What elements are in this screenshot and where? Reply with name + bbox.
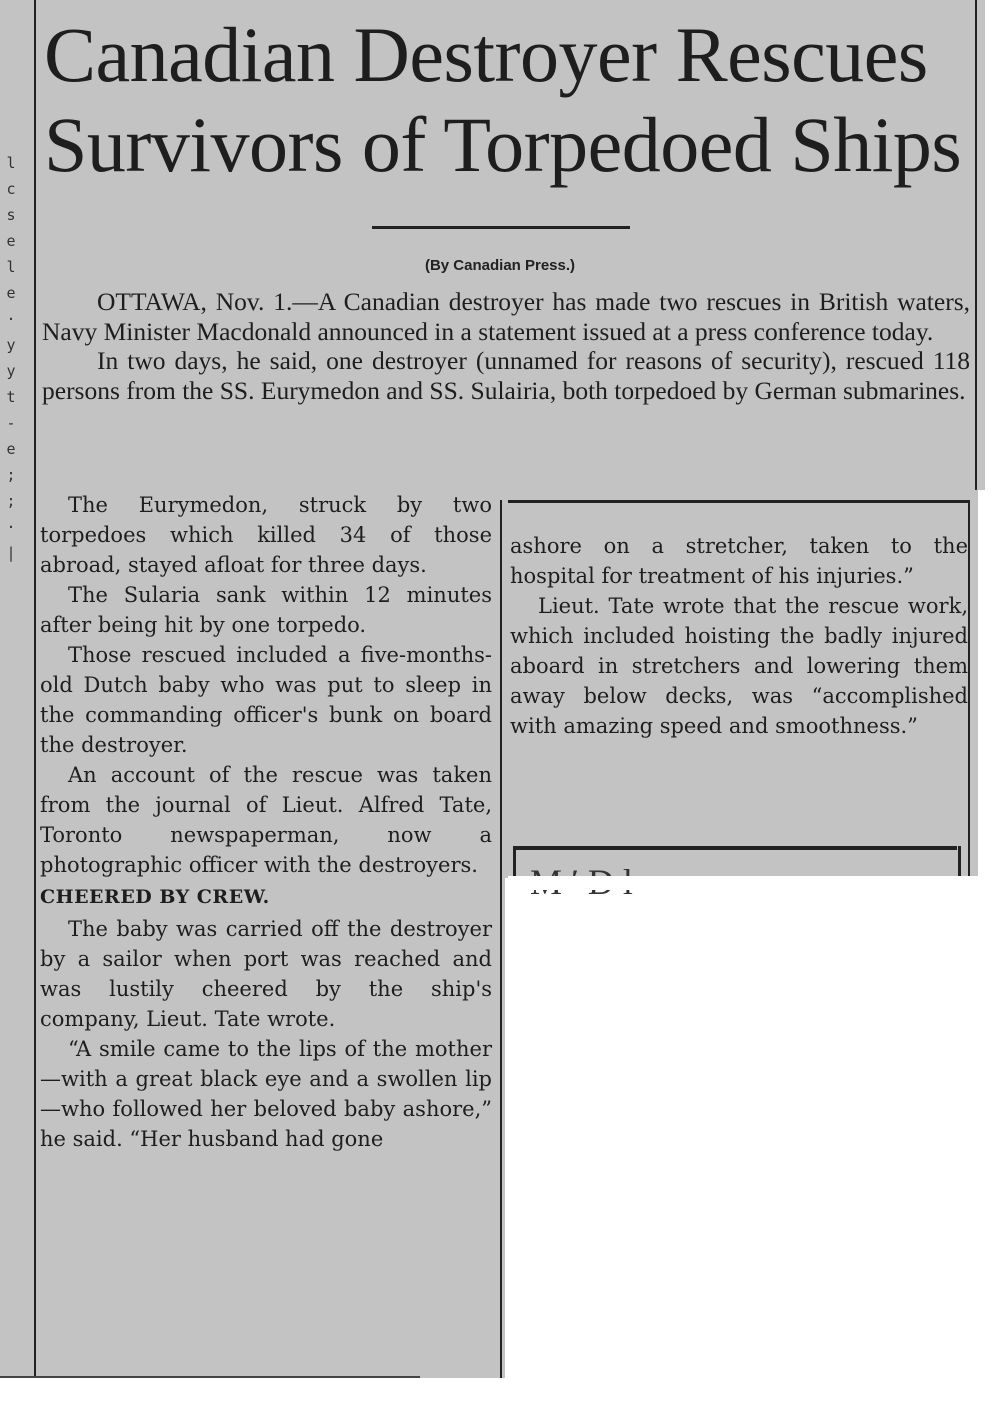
fragment-char: - <box>6 414 16 432</box>
column-divider-rule <box>500 500 502 1378</box>
headline-line-2: Survivors of Torpedoed Ships <box>44 101 962 188</box>
byline: (By Canadian Press.) <box>424 257 576 274</box>
continued-paragraph: ashore on a stretcher, taken to the hospital for treatment of his injuries.” <box>510 534 968 588</box>
right-column-edge-rule <box>968 500 970 878</box>
fragment-char: s <box>6 206 16 224</box>
lead-paragraph: OTTAWA, Nov. 1.—A Canadian destroyer has made two rescues in British waters, Navy Minister Macdonald announced in a statement issued at a press conference today. <box>42 287 970 346</box>
fragment-char: ; <box>6 492 16 510</box>
headline-divider-rule <box>372 226 630 229</box>
fragment-char: c <box>6 180 16 198</box>
fragment-char: e <box>6 284 16 302</box>
adjacent-column-fragments <box>2 150 20 566</box>
bottom-edge-rule <box>0 1376 420 1378</box>
next-box-left-rule <box>513 846 516 880</box>
lead-section <box>42 287 970 405</box>
body-paragraph: The Eurymedon, struck by two torpedoes which killed 34 of those abroad, stayed afloat for three days. <box>40 493 492 577</box>
fragment-char: | <box>6 544 16 562</box>
subheading: CHEERED BY CREW. <box>40 886 270 908</box>
fragment-char: y <box>6 336 16 354</box>
fragment-char: · <box>6 310 16 328</box>
right-column-top-rule <box>508 500 968 503</box>
fragment-char: l <box>6 154 16 172</box>
fragment-char: · <box>6 518 16 536</box>
torn-edge <box>508 876 978 890</box>
body-paragraph: The baby was carried off the destroyer by a sailor when port was reached and was lustily cheered by the ship's company, Lieut. Tate wrote. <box>40 917 492 1031</box>
fragment-char: y <box>6 362 16 380</box>
body-paragraph: Those rescued included a five-months-old Dutch baby who was put to sleep in the commanding officer's bunk on board the destroyer. <box>40 643 492 757</box>
lead-paragraph: In two days, he said, one destroyer (unnamed for reasons of security), rescued 118 persons from the SS. Eurymedon and SS. Sulairia, both torpedoed by German submarines. <box>42 346 970 405</box>
body-paragraph: An account of the rescue was taken from the journal of Lieut. Alfred Tate, Toronto newspaperman, now a photographic officer with the destroyers. <box>40 763 492 877</box>
fragment-char: l <box>6 258 16 276</box>
headline <box>44 10 984 190</box>
fragment-char: e <box>6 232 16 250</box>
cut-off-box-heading <box>530 858 960 878</box>
body-paragraph: Lieut. Tate wrote that the rescue work, which included hoisting the badly injured aboard in stretchers and lowering them away below decks, was “accomplished with amazing speed and smoothness.” <box>510 594 968 738</box>
left-column-rule <box>34 0 36 1378</box>
right-column <box>510 531 968 741</box>
fragment-char: ; <box>6 466 16 484</box>
left-column <box>40 490 492 1154</box>
body-paragraph: “A smile came to the lips of the mother—with a great black eye and a swollen lip—who followed her beloved baby ashore,” he said. “Her husband had gone <box>40 1037 492 1151</box>
fragment-char: t <box>6 388 16 406</box>
next-box-top-rule <box>513 846 957 850</box>
body-paragraph: The Sularia sank within 12 minutes after being hit by one torpedo. <box>40 583 492 637</box>
headline-line-1: Canadian Destroyer Rescues <box>44 11 928 98</box>
fragment-char: e <box>6 440 16 458</box>
